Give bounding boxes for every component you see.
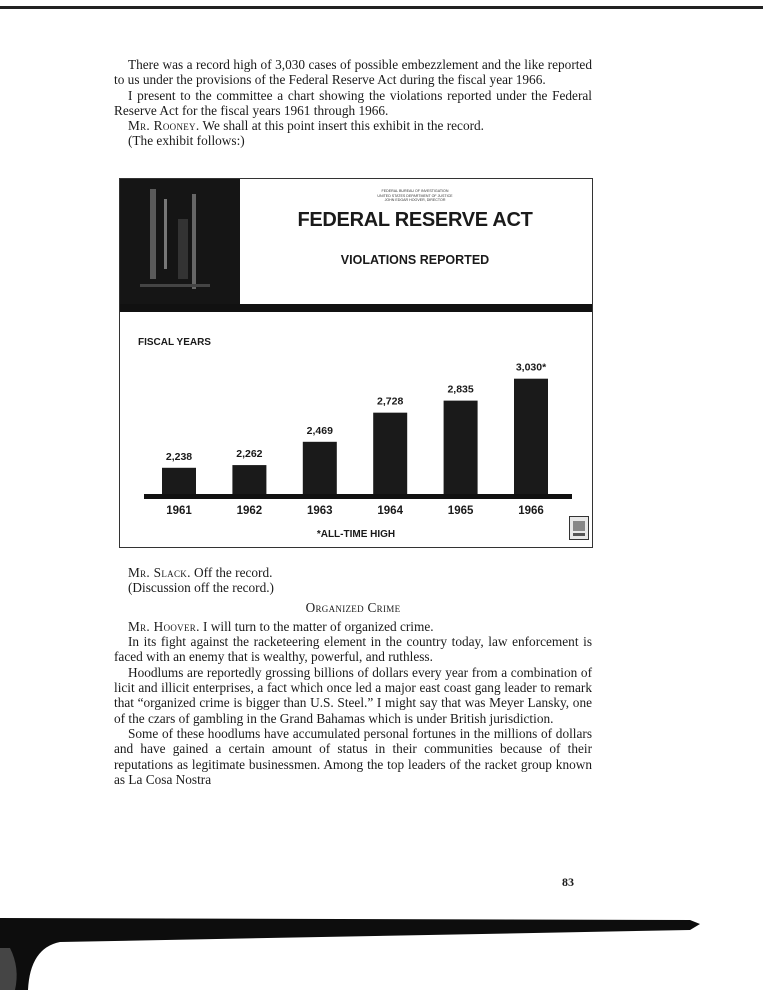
paragraph-hoodlums: Hoodlums are reportedly grossing billions of dollars every year from a combination of licit and illicit enterprises, a fact which once led a major east coast gang leader to remark that “organized crime is bigger than U.S. Steel.” I might say that was Meyer Lansky, one of the czars of gambling in the Grand Bahamas which is under British jurisdiction. (114, 664, 592, 726)
data-label: 2,469 (306, 424, 333, 437)
tick-label: 1964 (377, 505, 403, 517)
speaker-hoover: Mr. Hoover. (128, 618, 200, 634)
after-text (114, 565, 592, 787)
tick-label: 1965 (447, 505, 474, 517)
paragraph-racketeering: In its fight against the racketeering element in the country today, law enforcement is faced with an enemy that is wealthy, powerful, and ruthless. (114, 634, 592, 665)
data-label: 2,835 (447, 383, 474, 396)
paragraph-discussion: (Discussion off the record.) (128, 580, 274, 596)
agency-line: FEDERAL BUREAU OF INVESTIGATION (381, 189, 449, 193)
bar-chart (120, 312, 592, 547)
bar (162, 468, 196, 494)
x-axis-title: FISCAL YEARS (138, 337, 211, 348)
header-band (120, 304, 592, 312)
speaker-slack: Mr. Slack. (128, 565, 191, 580)
bar (444, 401, 478, 494)
slack-remark: Off the record. (190, 565, 273, 580)
speaker-rooney: Mr. Rooney. (128, 118, 200, 134)
data-label: 2,262 (236, 448, 263, 461)
paragraph-rooney (114, 118, 592, 133)
bar (232, 465, 266, 494)
hoover-remark: I will turn to the matter of organized crime. (199, 618, 434, 634)
tick-label: 1963 (307, 505, 333, 517)
tick-label: 1962 (236, 505, 263, 517)
chart-title: FEDERAL RESERVE ACT (297, 209, 533, 231)
exhibit-photo (120, 179, 240, 304)
section-heading: Organized Crime (305, 599, 401, 615)
data-label: 2,728 (377, 395, 404, 408)
paragraph-embezzlement: There was a record high of 3,030 cases of possible embezzlement and the like reported to us under the provisions of the Federal Reserve Act during the fiscal year 1966. (114, 57, 592, 88)
tick-label: 1961 (166, 505, 192, 517)
bar (303, 442, 337, 494)
paragraph-fortunes: Some of these hoodlums have accumulated personal fortunes in the millions of dollars and have gained a certain amount of status in their communities because of their reputations as legitimate businessmen. Among the top leaders of the racket group known as La Cosa Nostra (114, 725, 592, 787)
rooney-remark: We shall at this point insert this exhibit in the record. (199, 118, 484, 134)
baseline (144, 494, 572, 499)
data-label: 2,238 (165, 450, 193, 463)
binding-shadow (0, 908, 763, 990)
paragraph-exhibit-follows: (The exhibit follows:) (128, 133, 245, 149)
footnote: *ALL-TIME HIGH (316, 529, 396, 540)
paragraph-slack (114, 565, 592, 580)
intro-text (114, 57, 592, 149)
paragraph-hoover (114, 619, 592, 634)
page-number: 83 (562, 875, 574, 889)
bar (373, 413, 407, 494)
agency-header (360, 189, 470, 203)
exhibit-chart (119, 178, 593, 548)
bar (514, 379, 548, 494)
fbi-logo (569, 516, 589, 540)
paragraph-present-chart: I present to the committee a chart showing the violations reported under the Federal Reserve Act for the fiscal years 1961 through 1966. (114, 87, 592, 118)
agency-line: UNITED STATES DEPARTMENT OF JUSTICE (377, 193, 453, 198)
top-rule (0, 6, 763, 9)
tick-label: 1966 (518, 505, 544, 517)
data-label: 3,030* (515, 361, 547, 374)
agency-line: JOHN EDGAR HOOVER, DIRECTOR (384, 198, 446, 202)
chart-subtitle: VIOLATIONS REPORTED (340, 253, 490, 267)
